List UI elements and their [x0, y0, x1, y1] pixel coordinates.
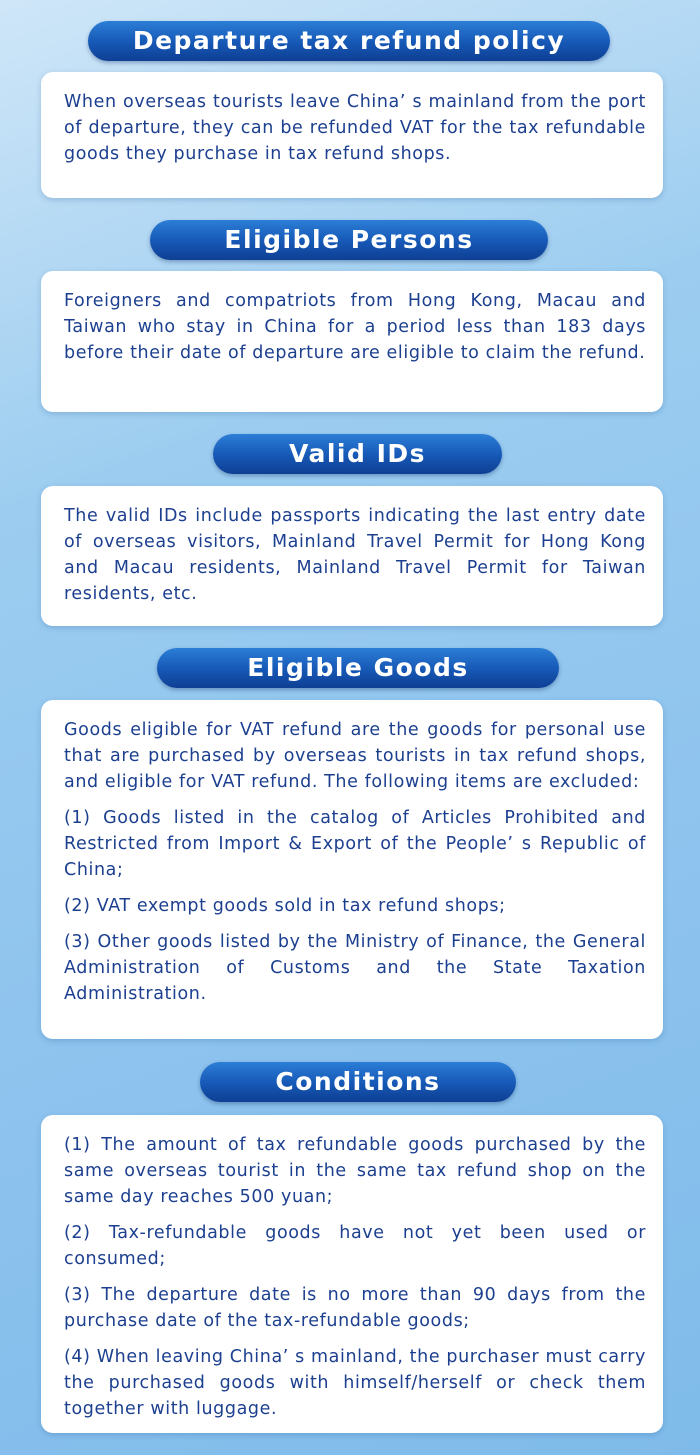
section-card-valid-ids [41, 486, 663, 626]
paragraph: Foreigners and compatriots from Hong Kong, Macau and Taiwan who stay in China for a period less than 183 days before their date of departure are eligible to claim the refund. [64, 291, 646, 363]
paragraph: Goods eligible for VAT refund are the goods for personal use that are purchased by overseas tourists in tax refund shops, and eligible for VAT refund. The following items are excluded: [64, 720, 646, 792]
list-item: (3) Other goods listed by the Ministry of Finance, the General Administration of Customs and the State Taxation Administration. [64, 932, 646, 1004]
section-title-eligible-persons: Eligible Persons [150, 220, 548, 260]
section-title-valid-ids: Valid IDs [213, 434, 502, 474]
paragraph: When overseas tourists leave China’ s mainland from the port of departure, they can be refunded VAT for the tax refundable goods they purchase in tax refund shops. [64, 92, 646, 164]
list-item: (2) VAT exempt goods sold in tax refund shops; [64, 896, 506, 916]
section-title-departure-policy: Departure tax refund policy [88, 21, 610, 61]
list-item: (1) Goods listed in the catalog of Articles Prohibited and Restricted from Import & Export of the People’ s Republic of China; [64, 808, 646, 880]
list-item: (4) When leaving China’ s mainland, the purchaser must carry the purchased goods with himself/herself or check them together with luggage. [64, 1347, 646, 1419]
section-card-eligible-goods [41, 700, 663, 1039]
list-item: (1) The amount of tax refundable goods purchased by the same overseas tourist in the same tax refund shop on the same day reaches 500 yuan; [64, 1135, 646, 1207]
list-item: (3) The departure date is no more than 90 days from the purchase date of the tax-refundable goods; [64, 1285, 646, 1331]
section-card-conditions [41, 1115, 663, 1433]
paragraph: The valid IDs include passports indicating the last entry date of overseas visitors, Mainland Travel Permit for Hong Kong and Macau residents, Mainland Travel Permit for Taiwan residents, etc. [64, 506, 646, 604]
section-card-departure-policy [41, 72, 663, 198]
section-card-eligible-persons [41, 271, 663, 412]
list-item: (2) Tax-refundable goods have not yet been used or consumed; [64, 1223, 646, 1269]
section-title-conditions: Conditions [200, 1062, 516, 1102]
section-title-eligible-goods: Eligible Goods [157, 648, 559, 688]
